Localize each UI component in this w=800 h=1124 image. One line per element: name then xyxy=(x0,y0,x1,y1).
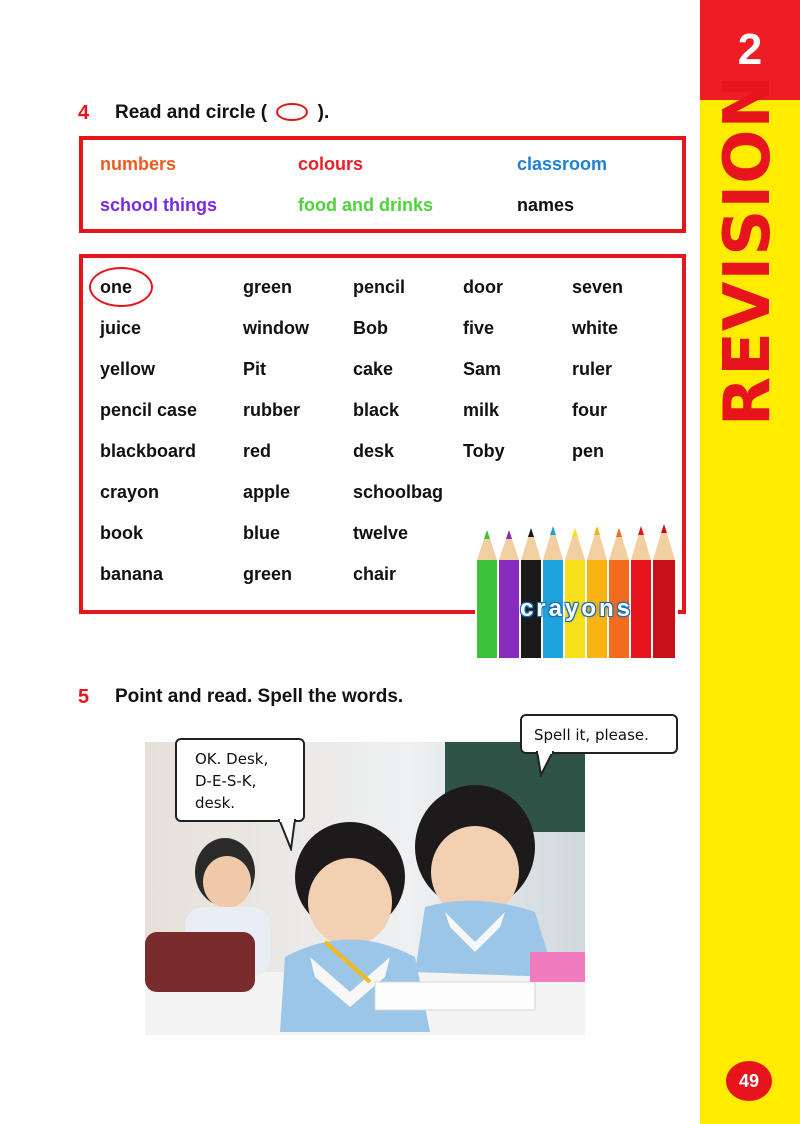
word-item: Toby xyxy=(463,441,505,461)
word-item: green xyxy=(243,277,293,297)
unit-number: 2 xyxy=(700,0,800,100)
word-item: five xyxy=(463,318,495,338)
bubble-tail-right xyxy=(533,751,555,777)
word-item: twelve xyxy=(353,523,409,543)
word-item: pen xyxy=(572,441,605,461)
speech-bubble-left xyxy=(175,738,305,822)
word-item: cake xyxy=(353,359,394,379)
category-colours: colours xyxy=(298,154,364,174)
bubble-tail-left xyxy=(277,819,299,851)
word-item: green xyxy=(243,564,293,584)
word-item: Pit xyxy=(243,359,267,379)
word-item: one xyxy=(100,277,133,297)
word-item: window xyxy=(243,318,309,338)
word-item: door xyxy=(463,277,503,297)
word-item: red xyxy=(243,441,272,461)
word-item: banana xyxy=(100,564,164,584)
instruction-text-start: Read and circle ( xyxy=(115,102,268,123)
word-item: white xyxy=(572,318,619,338)
word-item: schoolbag xyxy=(353,482,444,502)
word-item: crayon xyxy=(100,482,160,502)
word-item: apple xyxy=(243,482,291,502)
word-item: rubber xyxy=(243,400,301,420)
word-item: juice xyxy=(100,318,142,338)
crayons-image xyxy=(475,520,678,658)
page-number: 49 xyxy=(726,1061,772,1101)
bubble-line: D-E-S-K, xyxy=(195,772,257,790)
word-item: pencil case xyxy=(100,400,198,420)
word-item: seven xyxy=(572,277,624,297)
exercise-4-instruction xyxy=(115,102,329,124)
exercise-5-instruction: Point and read. Spell the words. xyxy=(115,686,404,707)
instruction-text-end: ). xyxy=(317,102,330,123)
word-item: four xyxy=(572,400,607,420)
category-box xyxy=(79,136,686,233)
word-item: milk xyxy=(463,400,500,420)
bubble-line: desk. xyxy=(195,794,236,812)
category-school-things: school things xyxy=(100,195,217,215)
category-numbers: numbers xyxy=(100,154,177,174)
word-item: ruler xyxy=(572,359,613,379)
word-item: chair xyxy=(353,564,397,584)
category-food-and-drinks: food and drinks xyxy=(298,195,433,215)
word-item: yellow xyxy=(100,359,156,379)
word-item: blue xyxy=(243,523,281,543)
crayons-label: crayons xyxy=(519,595,634,622)
speech-bubble-right: Spell it, please. xyxy=(520,714,678,754)
word-item: blackboard xyxy=(100,441,197,461)
exercise-5-number: 5 xyxy=(78,686,90,708)
word-item: black xyxy=(353,400,400,420)
word-item: Bob xyxy=(353,318,388,338)
revision-title: REVISION xyxy=(711,73,785,427)
word-item: book xyxy=(100,523,143,543)
word-item: Sam xyxy=(463,359,502,379)
exercise-4-number: 4 xyxy=(78,102,90,124)
word-item: desk xyxy=(353,441,395,461)
red-ellipse-icon xyxy=(276,103,308,121)
category-names: names xyxy=(517,195,575,215)
word-item: pencil xyxy=(353,277,406,297)
crayon-pencils xyxy=(477,524,675,658)
category-classroom: classroom xyxy=(517,154,608,174)
bubble-line: OK. Desk, xyxy=(195,750,269,768)
